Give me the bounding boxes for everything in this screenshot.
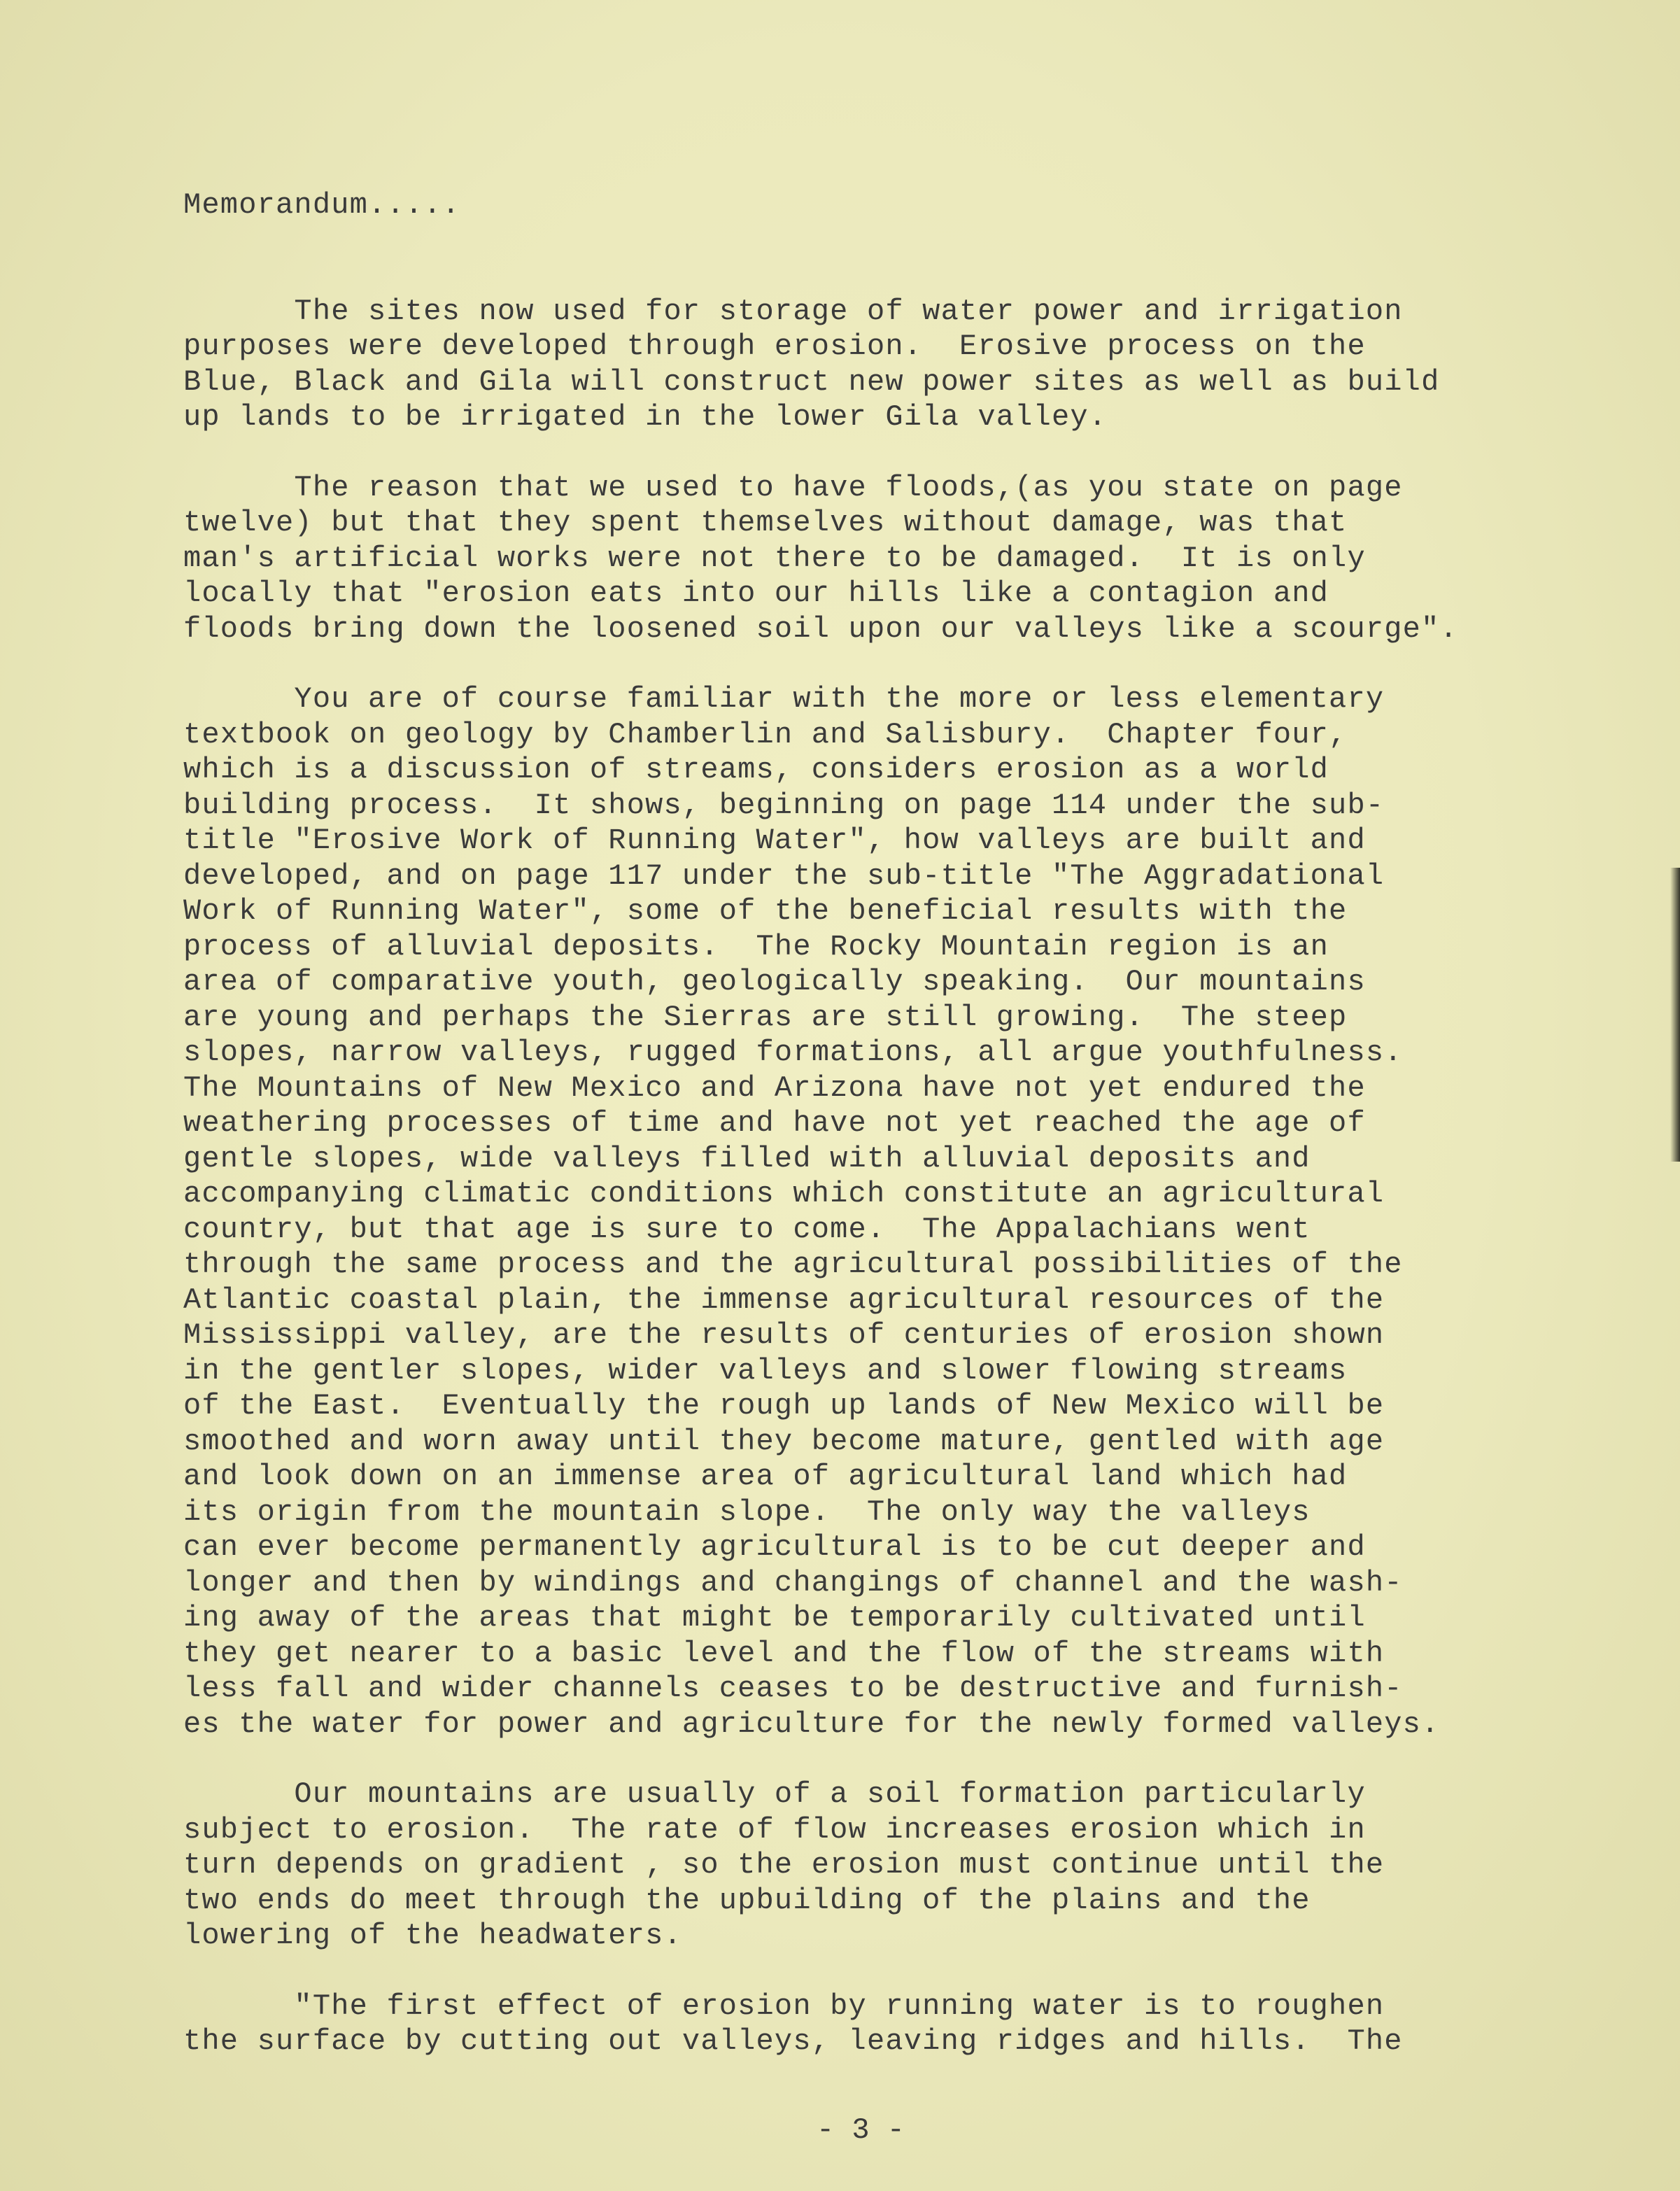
text-line: twelve) but that they spent themselves without damage, was that: [183, 506, 1348, 540]
text-line: smoothed and worn away until they become mature, gentled with age: [183, 1424, 1385, 1458]
page-number: - 3 -: [816, 2113, 905, 2147]
text-line: longer and then by windings and changings of channel and the wash-: [183, 1565, 1403, 1600]
text-line: Work of Running Water", some of the beneficial results with the: [183, 894, 1348, 928]
text-line: are young and perhaps the Sierras are still growing. The steep: [183, 1000, 1348, 1034]
text-line: accompanying climatic conditions which constitute an agricultural: [183, 1177, 1385, 1211]
text-line: title "Erosive Work of Running Water", how valleys are built and: [183, 824, 1366, 857]
paragraph-5: [183, 1989, 1625, 2059]
text-line: purposes were developed through erosion. Erosive process on the: [183, 330, 1366, 363]
text-line: Atlantic coastal plain, the immense agricultural resources of the: [183, 1283, 1385, 1317]
memo-body: [183, 188, 1625, 2094]
text-line: and look down on an immense area of agricultural land which had: [183, 1460, 1348, 1493]
text-line: man's artificial works were not there to be damaged. It is only: [183, 541, 1366, 575]
text-line: the surface by cutting out valleys, leaving ridges and hills. The: [183, 2024, 1403, 2058]
text-line: in the gentler slopes, wider valleys and slower flowing streams: [183, 1353, 1348, 1388]
text-line: area of comparative youth, geologically speaking. Our mountains: [183, 965, 1366, 999]
text-line: of the East. Eventually the rough up lands of New Mexico will be: [183, 1389, 1385, 1423]
paragraph-2: [183, 470, 1625, 647]
text-line: "The first effect of erosion by running water is to roughen: [183, 1989, 1385, 2023]
text-line: textbook on geology by Chamberlin and Salisbury. Chapter four,: [183, 717, 1348, 752]
text-line: its origin from the mountain slope. The only way the valleys: [183, 1495, 1311, 1529]
text-line: locally that "erosion eats into our hills like a contagion and: [183, 577, 1329, 610]
text-line: weathering processes of time and have not yet reached the age of: [183, 1106, 1366, 1140]
text-line: country, but that age is sure to come. The Appalachians went: [183, 1212, 1311, 1246]
text-line: You are of course familiar with the more or less elementary: [183, 682, 1385, 716]
page-edge-shadow: [1670, 868, 1680, 1162]
text-line: The Mountains of New Mexico and Arizona have not yet endured the: [183, 1071, 1366, 1105]
text-line: The sites now used for storage of water power and irrigation: [183, 294, 1403, 328]
text-line: through the same process and the agricultural possibilities of the: [183, 1248, 1403, 1281]
text-line: es the water for power and agriculture for the newly formed valleys.: [183, 1707, 1440, 1741]
text-line: two ends do meet through the upbuilding of the plains and the: [183, 1883, 1311, 1917]
text-line: developed, and on page 117 under the sub-title "The Aggradational: [183, 859, 1385, 893]
text-line: ing away of the areas that might be temporarily cultivated until: [183, 1601, 1366, 1635]
text-line: subject to erosion. The rate of flow increases erosion which in: [183, 1812, 1366, 1847]
text-line: Mississippi valley, are the results of centuries of erosion shown: [183, 1318, 1385, 1352]
text-line: they get nearer to a basic level and the flow of the streams with: [183, 1636, 1385, 1670]
text-line: which is a discussion of streams, considers erosion as a world: [183, 753, 1329, 787]
text-line: up lands to be irrigated in the lower Gila valley.: [183, 400, 1108, 434]
text-line: gentle slopes, wide valleys filled with alluvial deposits and: [183, 1141, 1311, 1176]
paragraph-4: [183, 1777, 1625, 1954]
text-line: floods bring down the loosened soil upon our valleys like a scourge".: [183, 612, 1458, 646]
text-line: turn depends on gradient , so the erosion must continue until the: [183, 1848, 1385, 1882]
text-line: can ever become permanently agricultural is to be cut deeper and: [183, 1530, 1366, 1564]
text-line: building process. It shows, beginning on page 114 under the sub-: [183, 788, 1385, 822]
paragraph-3: [183, 682, 1625, 1742]
text-line: Blue, Black and Gila will construct new power sites as well as build: [183, 365, 1440, 399]
text-line: The reason that we used to have floods,(as you state on page: [183, 470, 1403, 505]
text-line: lowering of the headwaters.: [183, 1919, 682, 1952]
text-line: slopes, narrow valleys, rugged formations, all argue youthfulness.: [183, 1036, 1403, 1069]
paragraph-1: [183, 294, 1625, 435]
text-line: Our mountains are usually of a soil formation particularly: [183, 1777, 1366, 1811]
memo-heading: Memorandum.....: [183, 188, 461, 222]
text-line: less fall and wider channels ceases to be destructive and furnish-: [183, 1672, 1403, 1705]
text-line: process of alluvial deposits. The Rocky Mountain region is an: [183, 929, 1329, 964]
